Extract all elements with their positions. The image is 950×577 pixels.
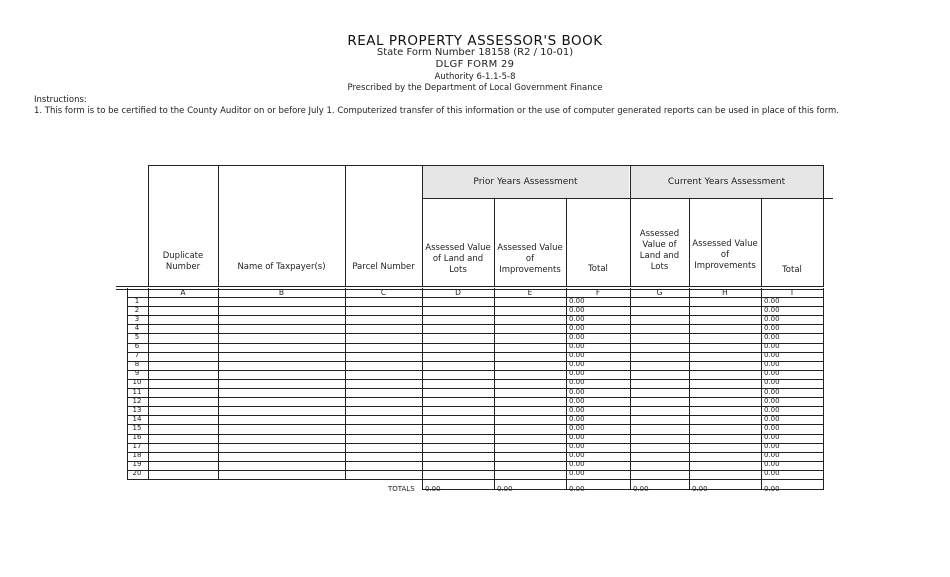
column-letter-b: B	[278, 288, 285, 297]
table-cell-e[interactable]	[495, 398, 566, 407]
table-cell-a[interactable]	[149, 452, 218, 461]
table-cell-a[interactable]	[149, 461, 218, 470]
table-cell-b[interactable]	[219, 471, 345, 480]
table-cell-e[interactable]	[495, 307, 566, 316]
table-cell-h[interactable]	[690, 307, 761, 316]
table-cell-c[interactable]	[346, 389, 422, 398]
table-rule	[823, 165, 824, 286]
table-cell-b[interactable]	[219, 343, 345, 352]
table-cell-g[interactable]	[631, 325, 689, 334]
table-cell-g[interactable]	[631, 361, 689, 370]
table-cell-h[interactable]	[690, 425, 761, 434]
table-cell-c[interactable]	[346, 370, 422, 379]
total-cell-i: 0.00	[764, 314, 780, 323]
dlgf-form-number: DLGF FORM 29	[435, 59, 515, 70]
table-cell-e[interactable]	[495, 416, 566, 425]
table-cell-b[interactable]	[219, 443, 345, 452]
table-cell-b[interactable]	[219, 352, 345, 361]
table-cell-g[interactable]	[631, 398, 689, 407]
total-cell-i: 0.00	[764, 451, 780, 460]
row-number: 10	[132, 378, 142, 387]
table-rule	[494, 479, 495, 489]
table-rule	[823, 288, 824, 479]
table-rule	[566, 479, 567, 489]
row-number: 17	[132, 442, 142, 451]
table-cell-c[interactable]	[346, 325, 422, 334]
row-number: 9	[134, 369, 140, 378]
table-cell-h[interactable]	[690, 370, 761, 379]
table-rule	[422, 198, 823, 199]
table-cell-c[interactable]	[346, 298, 422, 307]
row-number: 7	[134, 351, 140, 360]
total-cell-f: 0.00	[569, 342, 585, 350]
row-number: 4	[134, 323, 140, 332]
table-cell-e[interactable]	[495, 343, 566, 352]
row-number: 14	[132, 414, 142, 423]
total-cell-f: 0.00	[569, 305, 585, 314]
table-cell-h[interactable]	[690, 361, 761, 370]
table-cell-a[interactable]	[149, 471, 218, 480]
table-cell-c[interactable]	[346, 380, 422, 389]
total-cell-i: 0.00	[764, 469, 780, 478]
table-cell-e[interactable]	[495, 471, 566, 480]
table-cell-d[interactable]	[423, 370, 494, 379]
table-cell-a[interactable]	[149, 361, 218, 370]
table-cell-h[interactable]	[690, 352, 761, 361]
table-cell-c[interactable]	[346, 343, 422, 352]
table-cell-b[interactable]	[219, 316, 345, 325]
total-cell-i: 0.00	[764, 323, 780, 332]
total-cell-i: 0.00	[764, 360, 780, 369]
total-cell-i: 0.00	[764, 423, 780, 432]
table-rule	[761, 288, 762, 479]
column-header-d: Assessed Value of Land and Lots	[425, 243, 491, 275]
table-cell-h[interactable]	[690, 434, 761, 443]
row-number: 20	[132, 469, 142, 478]
table-cell-b[interactable]	[219, 461, 345, 470]
table-cell-a[interactable]	[149, 316, 218, 325]
totals-cell-h: 0.00	[692, 485, 708, 493]
table-cell-a[interactable]	[149, 298, 218, 307]
table-cell-g[interactable]	[631, 416, 689, 425]
table-rule	[761, 198, 762, 286]
table-cell-g[interactable]	[631, 434, 689, 443]
table-cell-a[interactable]	[149, 416, 218, 425]
total-cell-f: 0.00	[569, 433, 585, 441]
total-cell-f: 0.00	[569, 405, 585, 414]
table-cell-a[interactable]	[149, 443, 218, 452]
column-header-f: Total	[588, 264, 608, 274]
table-cell-a[interactable]	[149, 334, 218, 343]
table-cell-d[interactable]	[423, 316, 494, 325]
total-cell-f: 0.00	[569, 414, 585, 423]
table-rule	[761, 479, 762, 489]
table-cell-e[interactable]	[495, 380, 566, 389]
table-cell-d[interactable]	[423, 352, 494, 361]
table-cell-b[interactable]	[219, 298, 345, 307]
table-cell-a[interactable]	[149, 425, 218, 434]
table-cell-d[interactable]	[423, 398, 494, 407]
table-cell-e[interactable]	[495, 352, 566, 361]
column-letter-h: H	[722, 288, 728, 297]
total-cell-i: 0.00	[764, 405, 780, 414]
total-cell-f: 0.00	[569, 360, 585, 369]
table-cell-g[interactable]	[631, 316, 689, 325]
table-cell-a[interactable]	[149, 434, 218, 443]
table-cell-c[interactable]	[346, 361, 422, 370]
table-cell-d[interactable]	[423, 471, 494, 480]
row-number: 8	[134, 360, 140, 369]
prior-years-group-header: Prior Years Assessment	[422, 166, 629, 198]
table-cell-a[interactable]	[149, 343, 218, 352]
total-cell-f: 0.00	[569, 423, 585, 432]
table-cell-a[interactable]	[149, 389, 218, 398]
state-form-number: State Form Number 18158 (R2 / 10-01)	[376, 47, 574, 58]
table-cell-c[interactable]	[346, 443, 422, 452]
table-cell-h[interactable]	[690, 407, 761, 416]
table-cell-h[interactable]	[690, 461, 761, 470]
total-cell-f: 0.00	[569, 351, 585, 360]
table-cell-c[interactable]	[346, 461, 422, 470]
table-rule	[218, 165, 219, 286]
table-cell-d[interactable]	[423, 407, 494, 416]
total-cell-i: 0.00	[764, 296, 780, 305]
column-letter-c: C	[380, 288, 387, 297]
row-number: 3	[134, 314, 140, 323]
table-cell-b[interactable]	[219, 452, 345, 461]
table-cell-h[interactable]	[690, 298, 761, 307]
total-cell-i: 0.00	[764, 433, 780, 441]
table-cell-e[interactable]	[495, 443, 566, 452]
table-rule	[689, 198, 690, 286]
column-letter-e: E	[527, 288, 533, 297]
table-cell-b[interactable]	[219, 407, 345, 416]
column-header-e: Assessed Value of Improvements	[497, 243, 563, 275]
table-cell-g[interactable]	[631, 380, 689, 389]
table-cell-c[interactable]	[346, 398, 422, 407]
table-cell-h[interactable]	[690, 334, 761, 343]
table-cell-c[interactable]	[346, 425, 422, 434]
table-rule	[494, 198, 495, 286]
row-number: 18	[132, 451, 142, 460]
table-cell-d[interactable]	[423, 416, 494, 425]
table-rule	[823, 479, 824, 489]
total-cell-f: 0.00	[569, 332, 585, 341]
table-rule	[148, 165, 149, 286]
total-cell-f: 0.00	[569, 369, 585, 378]
table-cell-d[interactable]	[423, 434, 494, 443]
totals-cell-e: 0.00	[497, 485, 513, 493]
table-cell-d[interactable]	[423, 389, 494, 398]
table-cell-d[interactable]	[423, 443, 494, 452]
table-cell-h[interactable]	[690, 452, 761, 461]
totals-cell-i: 0.00	[764, 485, 780, 493]
table-cell-d[interactable]	[423, 325, 494, 334]
table-cell-a[interactable]	[149, 352, 218, 361]
form-title: REAL PROPERTY ASSESSOR'S BOOK	[347, 33, 603, 49]
row-number: 15	[132, 423, 142, 432]
table-cell-d[interactable]	[423, 452, 494, 461]
row-number: 11	[132, 387, 142, 396]
table-cell-c[interactable]	[346, 416, 422, 425]
column-letter-g: G	[656, 288, 663, 297]
table-cell-a[interactable]	[149, 325, 218, 334]
column-letter-d: D	[455, 288, 461, 297]
instructions-label: Instructions:	[34, 95, 87, 105]
row-number: 2	[134, 305, 140, 314]
table-cell-d[interactable]	[423, 461, 494, 470]
table-cell-g[interactable]	[631, 334, 689, 343]
total-cell-i: 0.00	[764, 332, 780, 341]
table-cell-e[interactable]	[495, 461, 566, 470]
table-cell-g[interactable]	[631, 425, 689, 434]
column-header-a: Duplicate Number	[162, 251, 204, 272]
total-cell-f: 0.00	[569, 451, 585, 460]
table-rule	[566, 288, 567, 479]
table-cell-e[interactable]	[495, 316, 566, 325]
column-header-i: Total	[782, 265, 802, 275]
table-cell-d[interactable]	[423, 307, 494, 316]
row-number: 5	[134, 332, 140, 341]
table-rule	[116, 286, 824, 287]
total-cell-i: 0.00	[764, 369, 780, 378]
table-cell-b[interactable]	[219, 307, 345, 316]
table-cell-c[interactable]	[346, 352, 422, 361]
table-cell-b[interactable]	[219, 434, 345, 443]
table-cell-e[interactable]	[495, 298, 566, 307]
totals-cell-g: 0.00	[633, 485, 649, 493]
total-cell-i: 0.00	[764, 351, 780, 360]
total-cell-f: 0.00	[569, 314, 585, 323]
table-cell-b[interactable]	[219, 380, 345, 389]
total-cell-f: 0.00	[569, 323, 585, 332]
table-cell-d[interactable]	[423, 298, 494, 307]
table-cell-c[interactable]	[346, 452, 422, 461]
table-rule	[823, 198, 833, 199]
table-cell-g[interactable]	[631, 352, 689, 361]
table-cell-c[interactable]	[346, 307, 422, 316]
table-cell-h[interactable]	[690, 443, 761, 452]
table-rule	[422, 479, 423, 489]
totals-cell-f: 0.00	[569, 485, 585, 493]
table-cell-d[interactable]	[423, 361, 494, 370]
total-cell-f: 0.00	[569, 378, 585, 387]
table-rule	[345, 165, 346, 286]
total-cell-f: 0.00	[569, 460, 585, 469]
row-number: 16	[132, 433, 142, 441]
table-cell-c[interactable]	[346, 434, 422, 443]
total-cell-i: 0.00	[764, 414, 780, 423]
table-cell-g[interactable]	[631, 443, 689, 452]
column-header-b: Name of Taxpayer(s)	[237, 262, 326, 272]
table-cell-d[interactable]	[423, 425, 494, 434]
table-cell-d[interactable]	[423, 380, 494, 389]
current-years-group-header: Current Years Assessment	[630, 166, 823, 198]
row-number: 1	[134, 296, 140, 305]
table-cell-h[interactable]	[690, 343, 761, 352]
total-cell-i: 0.00	[764, 305, 780, 314]
column-letter-f: F	[595, 288, 601, 297]
totals-cell-d: 0.00	[425, 485, 441, 493]
totals-label: TOTALS	[388, 485, 415, 493]
table-cell-a[interactable]	[149, 407, 218, 416]
prescribed-by-line: Prescribed by the Department of Local Government Finance	[347, 83, 603, 93]
table-cell-h[interactable]	[690, 398, 761, 407]
row-number: 19	[132, 460, 142, 469]
total-cell-i: 0.00	[764, 378, 780, 387]
row-number: 12	[132, 396, 142, 405]
total-cell-f: 0.00	[569, 469, 585, 478]
table-cell-c[interactable]	[346, 471, 422, 480]
table-cell-g[interactable]	[631, 452, 689, 461]
table-cell-b[interactable]	[219, 334, 345, 343]
table-cell-h[interactable]	[690, 416, 761, 425]
column-header-h: Assessed Value of Improvements	[692, 239, 758, 271]
total-cell-f: 0.00	[569, 396, 585, 405]
column-header-g: Assessed Value of Land and Lots	[639, 229, 680, 272]
table-cell-g[interactable]	[631, 370, 689, 379]
table-rule	[689, 479, 690, 489]
table-cell-e[interactable]	[495, 452, 566, 461]
table-cell-a[interactable]	[149, 307, 218, 316]
table-cell-a[interactable]	[149, 380, 218, 389]
table-rule	[630, 165, 631, 286]
row-number: 6	[134, 342, 140, 350]
column-header-c: Parcel Number	[352, 262, 415, 272]
table-cell-g[interactable]	[631, 307, 689, 316]
table-cell-b[interactable]	[219, 416, 345, 425]
table-cell-g[interactable]	[631, 461, 689, 470]
table-rule	[127, 479, 824, 480]
instruction-item: 1. This form is to be certified to the County Auditor on or before July 1. Computerized transfer of this information or the use of computer generated reports can be used in place of this form.	[34, 106, 840, 116]
total-cell-i: 0.00	[764, 442, 780, 451]
table-cell-b[interactable]	[219, 370, 345, 379]
table-cell-c[interactable]	[346, 334, 422, 343]
table-cell-e[interactable]	[495, 325, 566, 334]
table-cell-e[interactable]	[495, 361, 566, 370]
table-cell-d[interactable]	[423, 343, 494, 352]
total-cell-i: 0.00	[764, 460, 780, 469]
table-cell-g[interactable]	[631, 389, 689, 398]
column-letter-a: A	[180, 288, 186, 297]
table-rule	[630, 479, 631, 489]
table-cell-b[interactable]	[219, 425, 345, 434]
table-cell-e[interactable]	[495, 425, 566, 434]
total-cell-f: 0.00	[569, 442, 585, 451]
total-cell-f: 0.00	[569, 296, 585, 305]
table-cell-a[interactable]	[149, 370, 218, 379]
column-letter-i: I	[790, 288, 794, 297]
table-cell-h[interactable]	[690, 389, 761, 398]
total-cell-i: 0.00	[764, 396, 780, 405]
table-cell-b[interactable]	[219, 389, 345, 398]
authority-line: Authority 6-1.1-5-8	[434, 72, 516, 82]
table-cell-d[interactable]	[423, 334, 494, 343]
table-rule	[148, 165, 823, 166]
table-rule	[422, 165, 423, 286]
total-cell-i: 0.00	[764, 342, 780, 350]
table-cell-a[interactable]	[149, 398, 218, 407]
table-cell-b[interactable]	[219, 361, 345, 370]
table-cell-g[interactable]	[631, 471, 689, 480]
total-cell-i: 0.00	[764, 387, 780, 396]
table-cell-e[interactable]	[495, 370, 566, 379]
total-cell-f: 0.00	[569, 387, 585, 396]
table-cell-e[interactable]	[495, 434, 566, 443]
table-cell-c[interactable]	[346, 316, 422, 325]
table-cell-e[interactable]	[495, 389, 566, 398]
table-cell-b[interactable]	[219, 325, 345, 334]
table-cell-h[interactable]	[690, 316, 761, 325]
table-rule	[566, 198, 567, 286]
table-cell-h[interactable]	[690, 380, 761, 389]
table-cell-e[interactable]	[495, 334, 566, 343]
table-cell-h[interactable]	[690, 325, 761, 334]
table-cell-g[interactable]	[631, 407, 689, 416]
table-cell-e[interactable]	[495, 407, 566, 416]
table-cell-g[interactable]	[631, 298, 689, 307]
table-cell-g[interactable]	[631, 343, 689, 352]
table-cell-b[interactable]	[219, 398, 345, 407]
table-cell-h[interactable]	[690, 471, 761, 480]
row-number: 13	[132, 405, 142, 414]
table-cell-c[interactable]	[346, 407, 422, 416]
